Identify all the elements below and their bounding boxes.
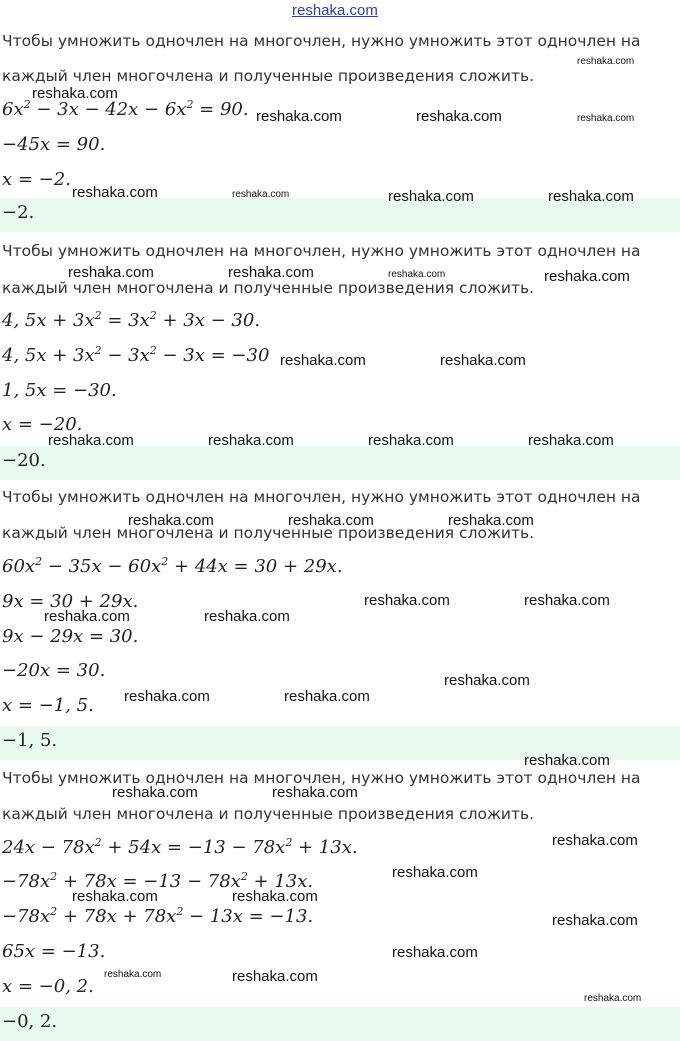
watermark: reshaka.com [48, 432, 134, 449]
watermark: reshaka.com [388, 269, 446, 280]
equation-step: −20x = 30. [2, 660, 106, 681]
equation-step: $-78x^2 + 78x + 78x^2 - 13x = -13$. [2, 905, 314, 927]
watermark: reshaka.com [524, 592, 610, 609]
answer-bar [0, 446, 680, 480]
watermark: reshaka.com [392, 864, 478, 881]
equation-step: x = −20. [2, 414, 83, 435]
watermark: reshaka.com [104, 969, 162, 980]
watermark: reshaka.com [68, 264, 154, 281]
equation-step: 9x = 30 + 29x. [2, 591, 139, 612]
intro-line-1: Чтобы умножить одночлен на многочлен, нужно умножить этот одночлен на [2, 488, 641, 506]
watermark: reshaka.com [368, 432, 454, 449]
equation-step: $60x^2 - 35x - 60x^2 + 44x = 30 + 29x$. [2, 555, 343, 577]
watermark: reshaka.com [364, 592, 450, 609]
watermark: reshaka.com [44, 608, 130, 625]
watermark: reshaka.com [392, 944, 478, 961]
equation-step: 4, $5x + 3x^2 = 3x^2 + 3x - 30$. [2, 309, 261, 331]
watermark: reshaka.com [552, 912, 638, 929]
watermark: reshaka.com [32, 85, 118, 102]
equation-step: $24x - 78x^2 + 54x = -13 - 78x^2 + 13x$. [2, 836, 358, 858]
site-link[interactable]: reshaka.com [292, 2, 378, 19]
watermark: reshaka.com [228, 264, 314, 281]
watermark: reshaka.com [204, 608, 290, 625]
watermark: reshaka.com [284, 688, 370, 705]
watermark: reshaka.com [232, 189, 290, 200]
watermark: reshaka.com [232, 968, 318, 985]
watermark: reshaka.com [280, 352, 366, 369]
equation-step: x = −2. [2, 169, 71, 190]
watermark: reshaka.com [416, 108, 502, 125]
watermark: reshaka.com [552, 832, 638, 849]
watermark: reshaka.com [112, 784, 198, 801]
watermark: reshaka.com [584, 993, 642, 1004]
answer-bar [0, 1007, 680, 1041]
equation-step: 1, 5x = −30. [2, 380, 117, 401]
intro-line-2: каждый член многочлена и полученные произведения сложить. [2, 524, 535, 542]
equation-step: x = −0, 2. [2, 976, 94, 997]
watermark: reshaka.com [288, 512, 374, 529]
equation-step: 65x = −13. [2, 941, 106, 962]
equation-step: x = −1, 5. [2, 695, 94, 716]
watermark: reshaka.com [256, 108, 342, 125]
watermark: reshaka.com [72, 888, 158, 905]
intro-line-1: Чтобы умножить одночлен на многочлен, нужно умножить этот одночлен на [2, 32, 641, 50]
answer-value: −20. [2, 450, 46, 471]
equation-step: −45x = 90. [2, 134, 106, 155]
watermark: reshaka.com [577, 56, 635, 67]
watermark: reshaka.com [528, 432, 614, 449]
intro-line-1: Чтобы умножить одночлен на многочлен, нужно умножить этот одночлен на [2, 769, 641, 787]
watermark: reshaka.com [548, 188, 634, 205]
equation-step: $-78x^2 + 78x = -13 - 78x^2 + 13x$. [2, 870, 314, 892]
watermark: reshaka.com [444, 672, 530, 689]
watermark: reshaka.com [440, 352, 526, 369]
watermark: reshaka.com [128, 512, 214, 529]
answer-value: −2. [2, 202, 35, 223]
watermark: reshaka.com [448, 512, 534, 529]
intro-line-2: каждый член многочлена и полученные произведения сложить. [2, 279, 535, 297]
watermark: reshaka.com [232, 888, 318, 905]
watermark: reshaka.com [577, 113, 635, 124]
watermark: reshaka.com [524, 752, 610, 769]
watermark: reshaka.com [272, 784, 358, 801]
watermark: reshaka.com [544, 268, 630, 285]
equation-step: 4, $5x + 3x^2 - 3x^2 - 3x = -30$ [2, 344, 270, 366]
answer-value: −1, 5. [2, 730, 58, 751]
watermark: reshaka.com [388, 188, 474, 205]
equation-step: $6x^2 - 3x - 42x - 6x^2 = 90$. [2, 98, 249, 120]
watermark: reshaka.com [208, 432, 294, 449]
watermark: reshaka.com [72, 184, 158, 201]
answer-value: −0, 2. [2, 1011, 58, 1032]
intro-line-2: каждый член многочлена и полученные произведения сложить. [2, 67, 535, 85]
intro-line-2: каждый член многочлена и полученные произведения сложить. [2, 805, 535, 823]
equation-step: 9x − 29x = 30. [2, 626, 139, 647]
watermark: reshaka.com [124, 688, 210, 705]
intro-line-1: Чтобы умножить одночлен на многочлен, нужно умножить этот одночлен на [2, 242, 641, 260]
